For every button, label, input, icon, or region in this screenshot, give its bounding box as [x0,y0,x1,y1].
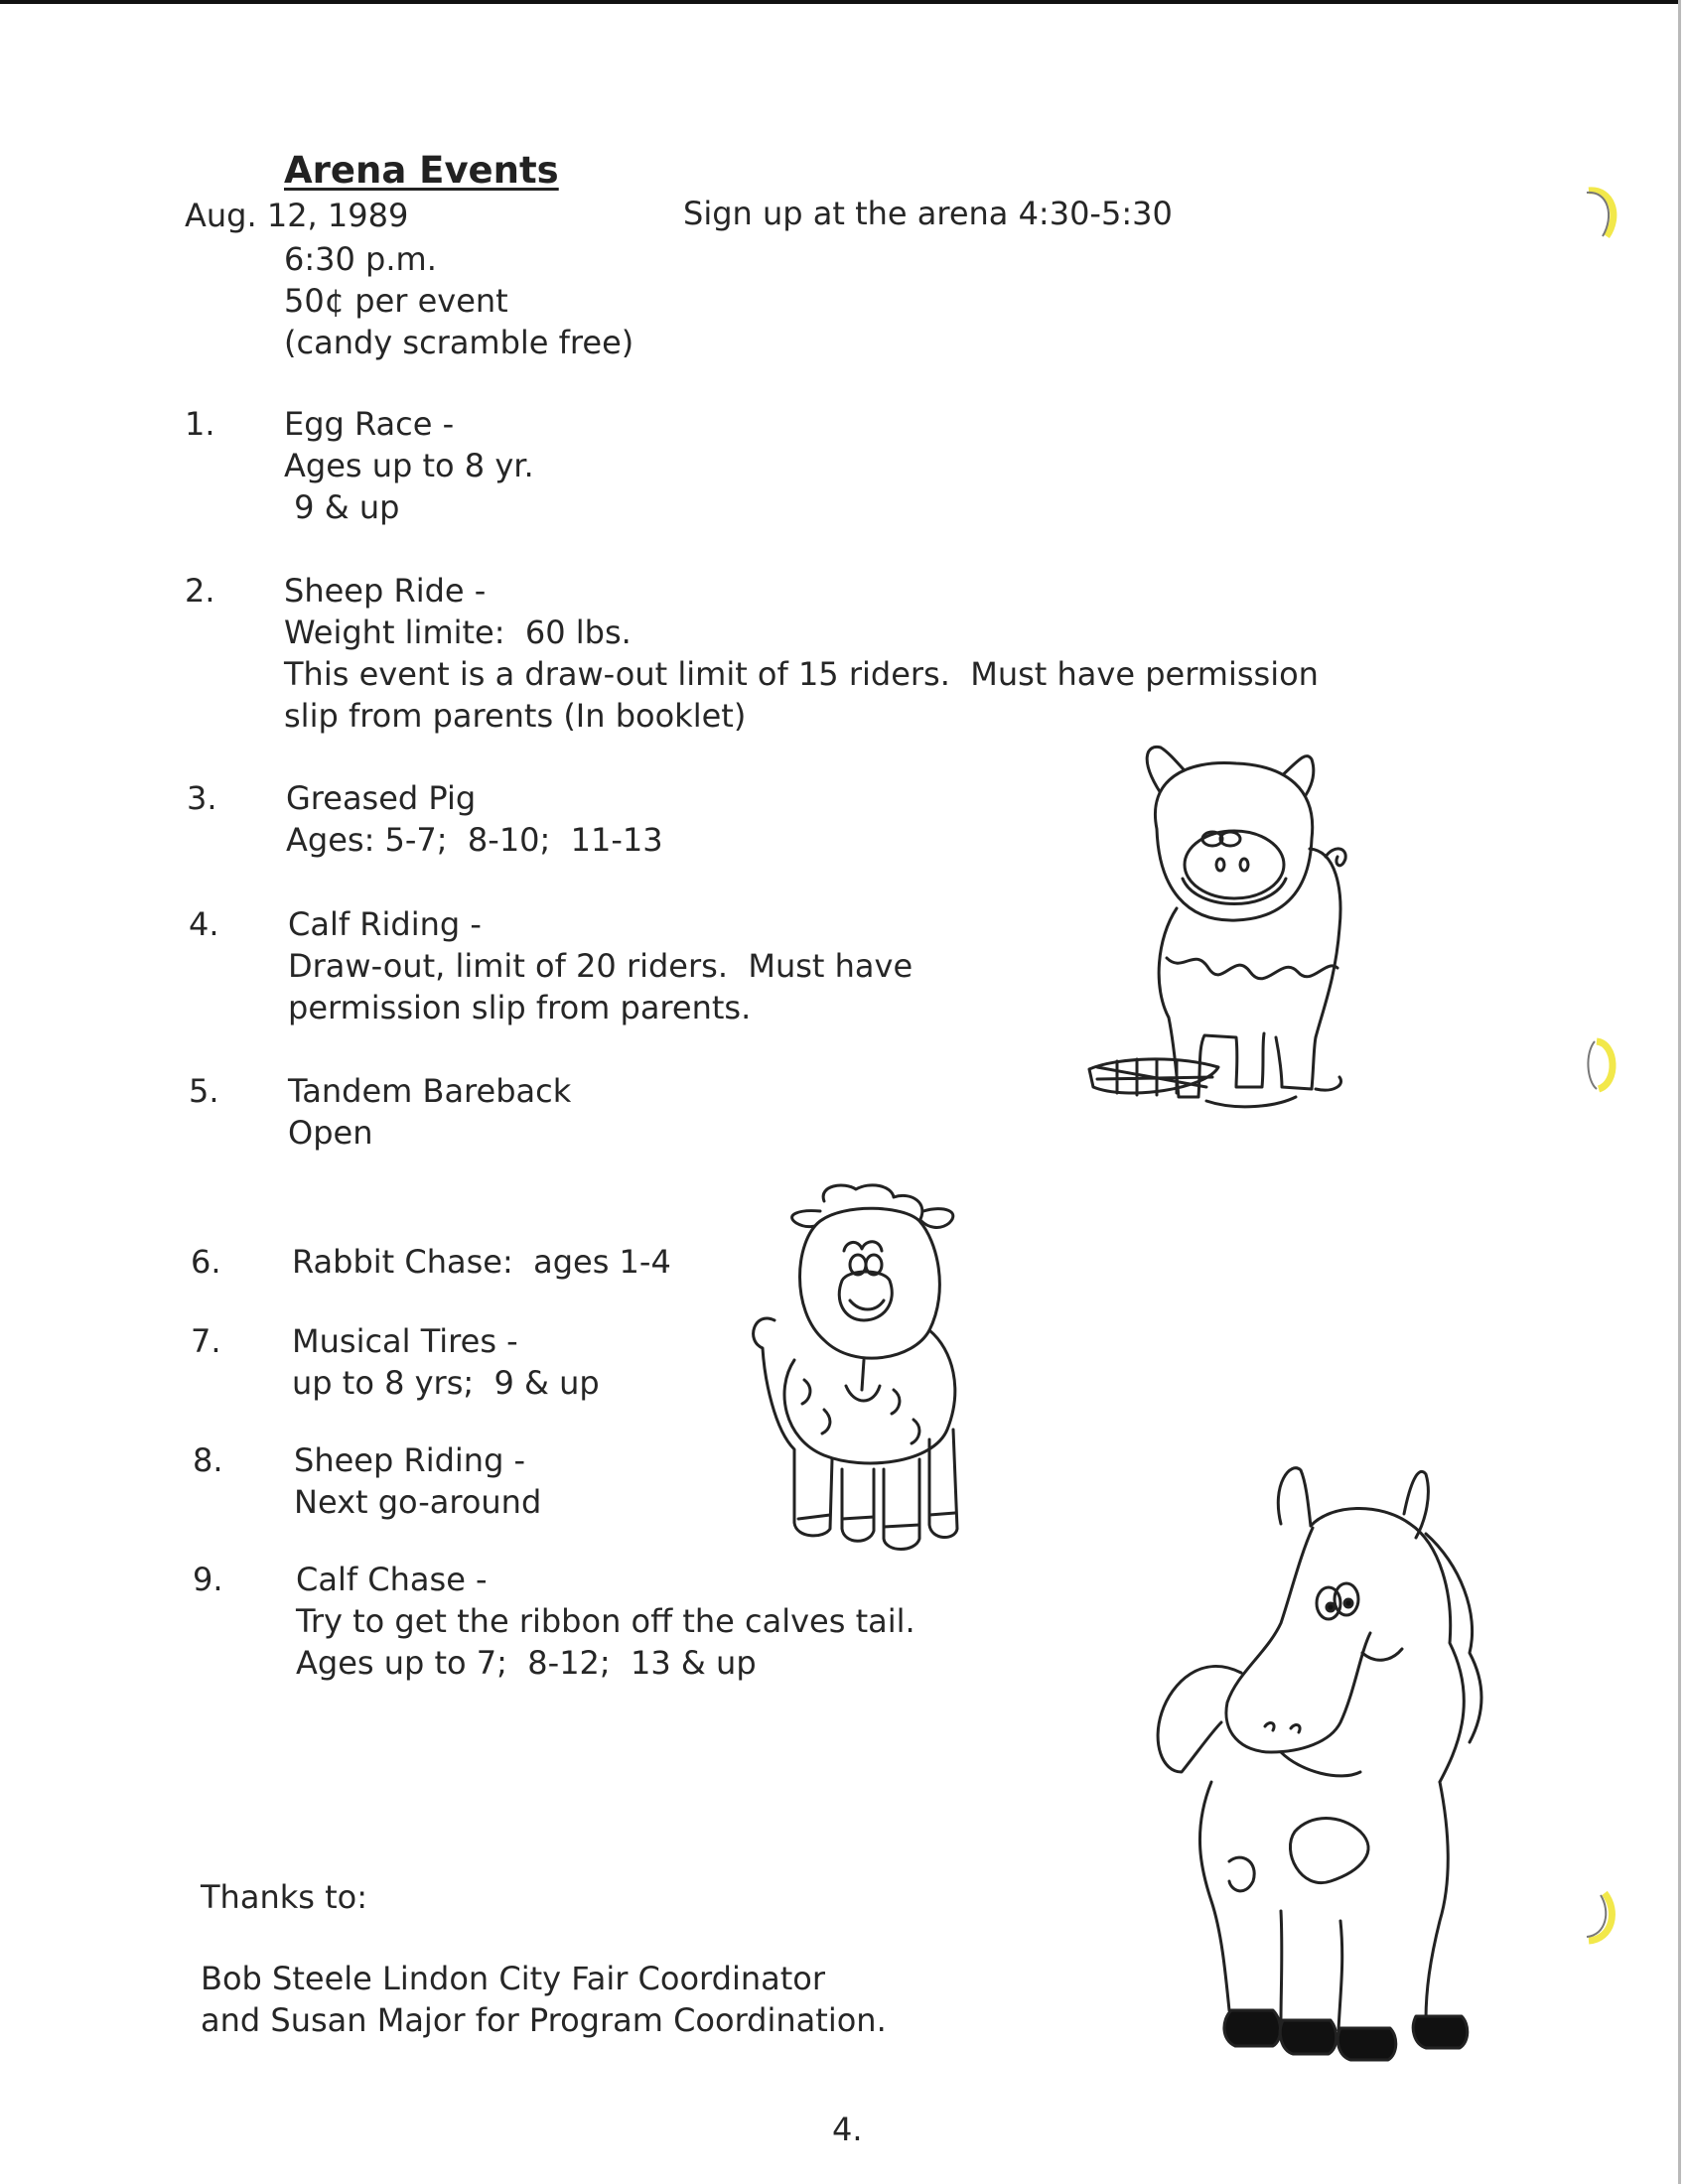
scan-right-edge [1678,0,1681,2184]
event-detail: Open [288,1114,373,1152]
event-number: 8. [193,1441,223,1479]
event-item [294,1439,541,1523]
event-number: 6. [191,1243,221,1281]
event-name: Calf Riding - [288,905,482,943]
event-item [284,403,534,528]
sheep-illustration [735,1181,1003,1569]
event-item [286,777,663,861]
event-name: Sheep Riding - [294,1441,526,1479]
event-name: Rabbit Chase: ages 1-4 [292,1243,671,1281]
event-detail: up to 8 yrs; 9 & up [292,1364,600,1402]
event-number: 4. [189,905,219,943]
event-name: Calf Chase - [296,1561,488,1598]
thanks-heading: Thanks to: [201,1878,367,1916]
event-detail: Try to get the ribbon off the calves tail. [296,1602,915,1640]
punch-hole-top [1583,187,1622,242]
signup-info: Sign up at the arena 4:30-5:30 [683,195,1173,232]
event-detail: Draw-out, limit of 20 riders. Must have [288,947,914,985]
event-detail: Ages up to 7; 8-12; 13 & up [296,1644,757,1682]
event-name: Tandem Bareback [288,1072,572,1110]
event-name: Egg Race - [284,405,455,443]
punch-hole-middle [1583,1037,1622,1093]
event-number: 2. [185,572,215,610]
event-detail: This event is a draw-out limit of 15 riders. Must have permission [284,655,1319,693]
event-detail: Ages up to 8 yr. [284,447,534,484]
event-item [288,1070,571,1154]
event-name: Greased Pig [286,779,477,817]
horse-illustration [1142,1454,1509,2070]
event-name: Sheep Ride - [284,572,487,610]
event-name: Musical Tires - [292,1322,518,1360]
event-detail: Next go-around [294,1483,542,1521]
price-note: (candy scramble free) [284,324,634,361]
pig-illustration [1087,720,1375,1117]
punch-hole-bottom [1583,1891,1622,1947]
event-item [296,1559,915,1684]
thanks-line-1: Bob Steele Lindon City Fair Coordinator [201,1960,825,1997]
event-number: 9. [193,1561,223,1598]
event-price: 50¢ per event [284,282,508,320]
event-time: 6:30 p.m. [284,240,437,278]
event-item [292,1241,671,1283]
event-date: Aug. 12, 1989 [185,197,409,234]
event-detail: permission slip from parents. [288,989,752,1026]
scan-top-edge [0,0,1678,4]
page-number: 4. [832,2111,863,2148]
event-detail: slip from parents (In booklet) [284,697,747,735]
thanks-line-2: and Susan Major for Program Coordination. [201,2001,887,2039]
event-detail: Ages: 5-7; 8-10; 11-13 [286,821,663,859]
event-number: 3. [187,779,217,817]
page-title: Arena Events [284,149,559,192]
event-detail: Weight limite: 60 lbs. [284,614,632,651]
event-detail: 9 & up [284,488,400,526]
event-item [288,903,913,1028]
event-number: 7. [191,1322,221,1360]
event-number: 5. [189,1072,219,1110]
event-item [284,570,1319,737]
event-item [292,1320,600,1404]
event-number: 1. [185,405,215,443]
